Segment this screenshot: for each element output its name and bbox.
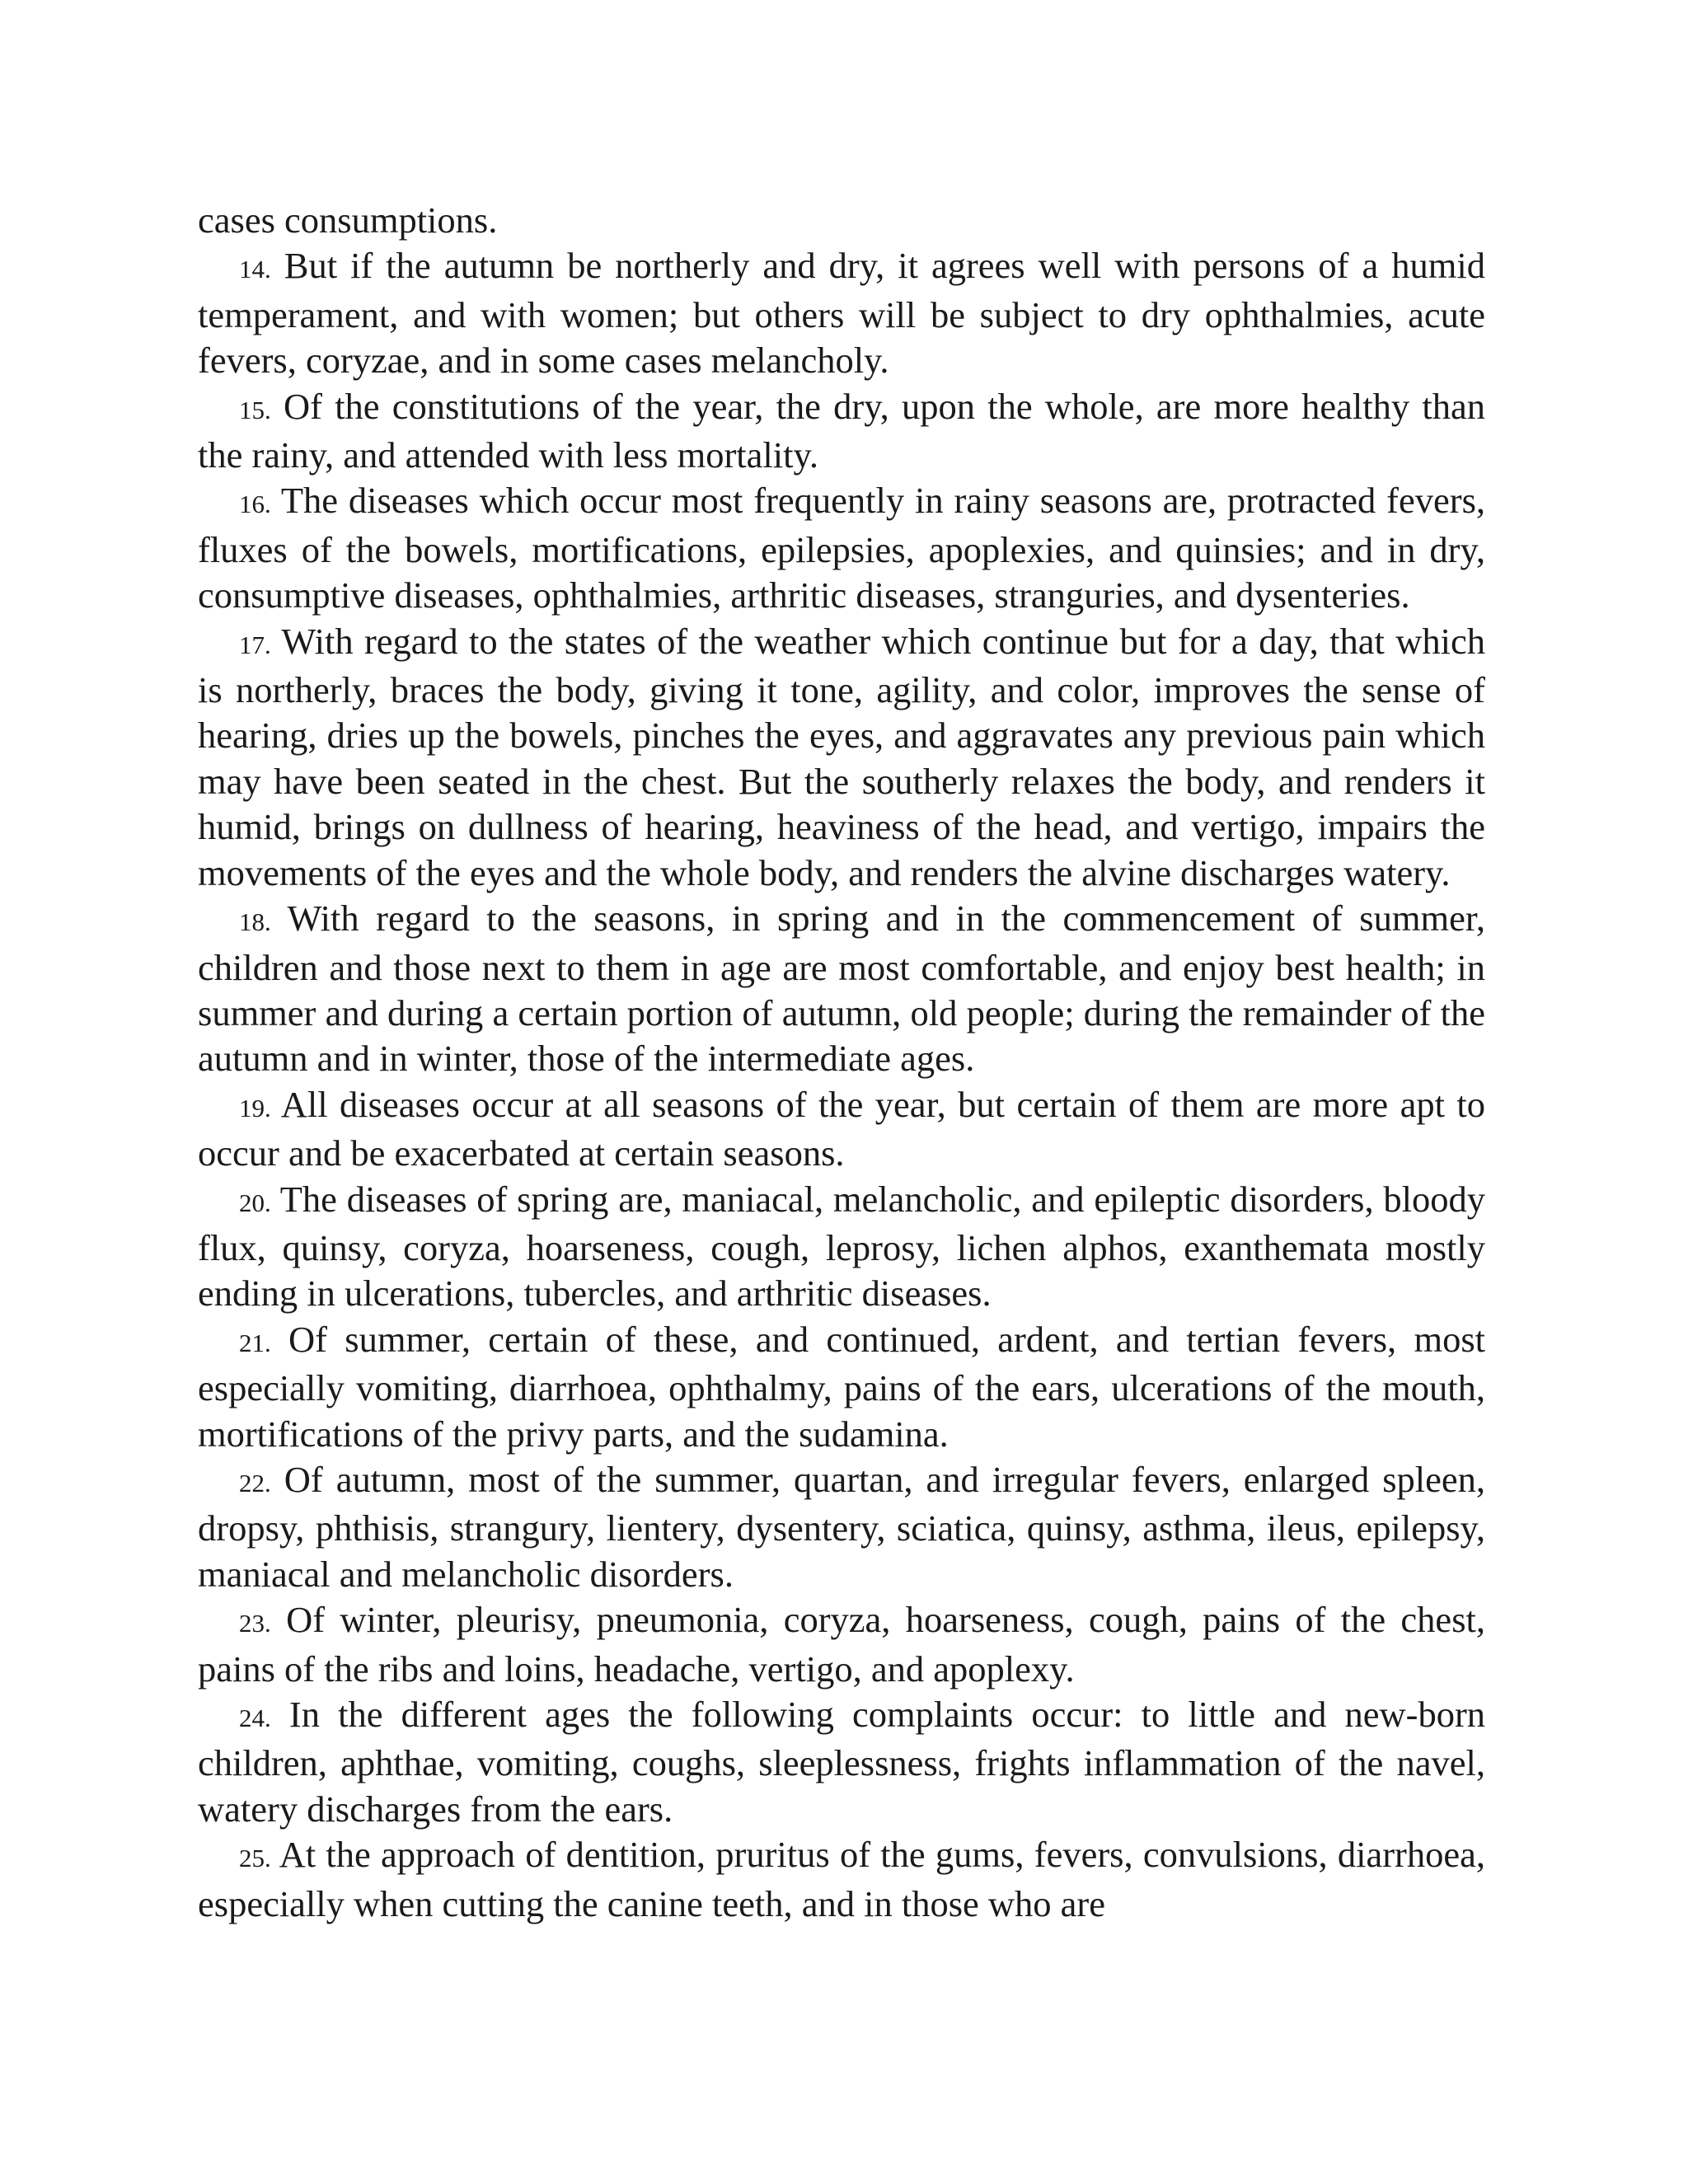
aphorism-25: [198, 1832, 1485, 1927]
aphorism-text: In the different ages the following complaints occur: to little and new-born children, aphthae, vomiting, coughs, sleeplessness, frights inflammation of the navel, watery discharges from the ears.: [198, 1694, 1486, 1830]
aphorism-text: Of winter, pleurisy, pneumonia, coryza, hoarseness, cough, pains of the chest, pains of the ribs and loins, headache, vertigo, and apoplexy.: [198, 1599, 1485, 1690]
aphorism-text: With regard to the seasons, in spring and in the commencement of summer, children and those next to them in age are most comfortable, and enjoy best health; in summer and during a certain portion of autumn, old people; during the remainder of the autumn and in winter, those of the intermediate ages.: [198, 898, 1485, 1080]
paragraph-text: cases consumptions.: [198, 199, 498, 241]
aphorism-text: The diseases which occur most frequently in rainy seasons are, protracted fevers, fluxes of the bowels, mortifications, epilepsies, apoplexies, and quinsies; and in dry, consumptive diseases, ophthalmies, arthritic diseases, stranguries, and dysenteries.: [198, 480, 1486, 616]
aphorism-number: 15.: [239, 395, 271, 424]
aphorism-number: 21.: [239, 1328, 271, 1357]
aphorism-number: 18.: [239, 907, 271, 937]
aphorism-text: All diseases occur at all seasons of the year, but certain of them are more apt to occur and be exacerbated at certain seasons.: [198, 1083, 1485, 1174]
aphorism-text: Of autumn, most of the summer, quartan, and irregular fevers, enlarged spleen, dropsy, phthisis, strangury, lientery, dysentery, sciatica, quinsy, asthma, ileus, epilepsy, maniacal and melancholic disorders.: [198, 1458, 1486, 1595]
aphorism-16: [198, 478, 1485, 618]
aphorism-22: [198, 1457, 1485, 1597]
aphorism-text: With regard to the states of the weather which continue but for a day, that which is northerly, braces the body, giving it tone, agility, and color, improves the sense of hearing, dries up the bowels, pinches the eyes, and aggravates any previous pain which may have been seated in the chest. But the southerly relaxes the body, and renders it humid, brings on dullness of hearing, heaviness of the head, and vertigo, impairs the movements of the eyes and the whole body, and renders the alvine discharges watery.: [198, 620, 1485, 893]
aphorism-number: 24.: [239, 1704, 271, 1732]
body-text: [198, 198, 1485, 1927]
aphorism-text: The diseases of spring are, maniacal, melancholic, and epileptic disorders, bloody flux, quinsy, coryza, hoarseness, cough, leprosy, lichen alphos, exanthemata mostly ending in ulcerations, tubercles, and arthritic diseases.: [198, 1178, 1485, 1315]
aphorism-19: [198, 1082, 1485, 1177]
aphorism-18: [198, 896, 1485, 1082]
aphorism-number: 17.: [239, 630, 271, 659]
aphorism-17: [198, 619, 1485, 896]
aphorism-number: 23.: [239, 1609, 271, 1638]
aphorism-14: [198, 243, 1485, 383]
aphorism-24: [198, 1692, 1485, 1832]
aphorism-number: 22.: [239, 1468, 271, 1497]
aphorism-23: [198, 1597, 1485, 1692]
continued-paragraph: [198, 198, 1485, 243]
aphorism-number: 25.: [239, 1844, 271, 1873]
aphorism-number: 14.: [239, 255, 271, 284]
aphorism-text: Of summer, certain of these, and continued, ardent, and tertian fevers, most especially vomiting, diarrhoea, ophthalmy, pains of the ears, ulcerations of the mouth, mortifications of the privy parts, and the sudamina.: [198, 1318, 1486, 1455]
aphorism-text: Of the constitutions of the year, the dry, upon the whole, are more healthy than the rainy, and attended with less mortality.: [198, 385, 1485, 476]
aphorism-number: 16.: [239, 490, 271, 519]
aphorism-15: [198, 384, 1485, 479]
aphorism-number: 20.: [239, 1188, 271, 1217]
aphorism-text: At the approach of dentition, pruritus of the gums, fevers, convulsions, diarrhoea, especially when cutting the canine teeth, and in those who are: [198, 1834, 1486, 1924]
aphorism-21: [198, 1317, 1485, 1457]
aphorism-20: [198, 1177, 1485, 1317]
aphorism-number: 19.: [239, 1093, 271, 1122]
aphorism-text: But if the autumn be northerly and dry, it agrees well with persons of a humid temperament, and with women; but others will be subject to dry ophthalmies, acute fevers, coryzae, and in some cases melancholy.: [198, 245, 1486, 382]
